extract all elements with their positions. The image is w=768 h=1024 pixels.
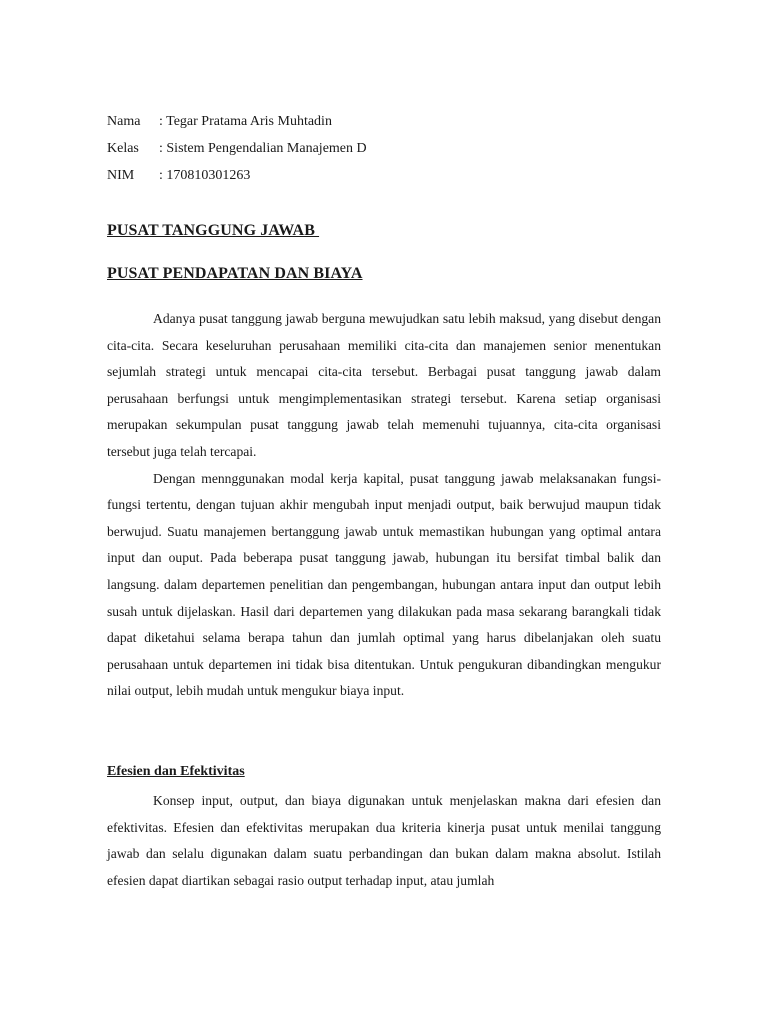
kelas-value: : Sistem Pengendalian Manajemen D [159, 141, 367, 156]
nama-row [107, 108, 367, 135]
kelas-label: Kelas [107, 141, 139, 156]
paragraph-3: Konsep input, output, dan biaya digunakan untuk menjelaskan makna dari efesien dan efektivitas. Efesien dan efektivitas merupakan dua kriteria kinerja pusat untuk menilai tanggung jawab dan selalu digunakan dalam suatu perbandingan dan bukan dalam makna absolut. Istilah efesien dapat diartikan sebagai rasio output terhadap input, atau jumlah [107, 793, 661, 888]
nama-value: : Tegar Pratama Aris Muhtadin [159, 114, 332, 129]
body-text-section-2 [107, 788, 661, 894]
nama-label: Nama [107, 114, 141, 129]
section-heading-efesien: Efesien dan Efektivitas [107, 764, 245, 779]
body-text-section-1 [107, 306, 661, 705]
paragraph-2: Dengan mennggunakan modal kerja kapital, pusat tanggung jawab melaksanakan fungsi-fungsi tertentu, dengan tujuan akhir mengubah input menjadi output, baik berwujud maupun tidak berwujud. Suatu manajemen bertanggung jawab untuk memastikan hubungan yang optimal antara input dan ouput. Pada beberapa pusat tanggung jawab, hubungan itu bersifat timbal balik dan langsung. dalam departemen penelitian dan pengembangan, hubungan antara input dan output lebih susah untuk dijelaskan. Hasil dari departemen yang dilakukan pada masa sekarang barangkali tidak dapat diketahui selama berapa tahun dan jumlah optimal yang harus dibelanjakan oleh suatu perusahaan untuk departemen ini tidak bisa ditentukan. Untuk pengukuran dibandingkan mengukur nilai output, lebih mudah untuk mengukur biaya input. [107, 470, 661, 699]
kelas-row [107, 135, 367, 162]
student-info [107, 108, 367, 189]
document-title: PUSAT TANGGUNG JAWAB [107, 222, 320, 239]
nim-label: NIM [107, 168, 135, 183]
document-subtitle: PUSAT PENDAPATAN DAN BIAYA [107, 265, 363, 282]
nim-row [107, 162, 367, 189]
paragraph-1: Adanya pusat tanggung jawab berguna mewujudkan satu lebih maksud, yang disebut dengan cita-cita. Secara keseluruhan perusahaan memiliki cita-cita dan manajemen senior menentukan sejumlah strategi untuk mencapai cita-cita tersebut. Berbagai pusat tanggung jawab dalam perusahaan berfungsi untuk mengimplementasikan strategi tersebut. Karena setiap organisasi merupakan sekumpulan pusat tanggung jawab telah memenuhi tujuannya, cita-cita organisasi tersebut juga telah tercapai. [107, 311, 661, 459]
nim-value: : 170810301263 [159, 168, 251, 183]
